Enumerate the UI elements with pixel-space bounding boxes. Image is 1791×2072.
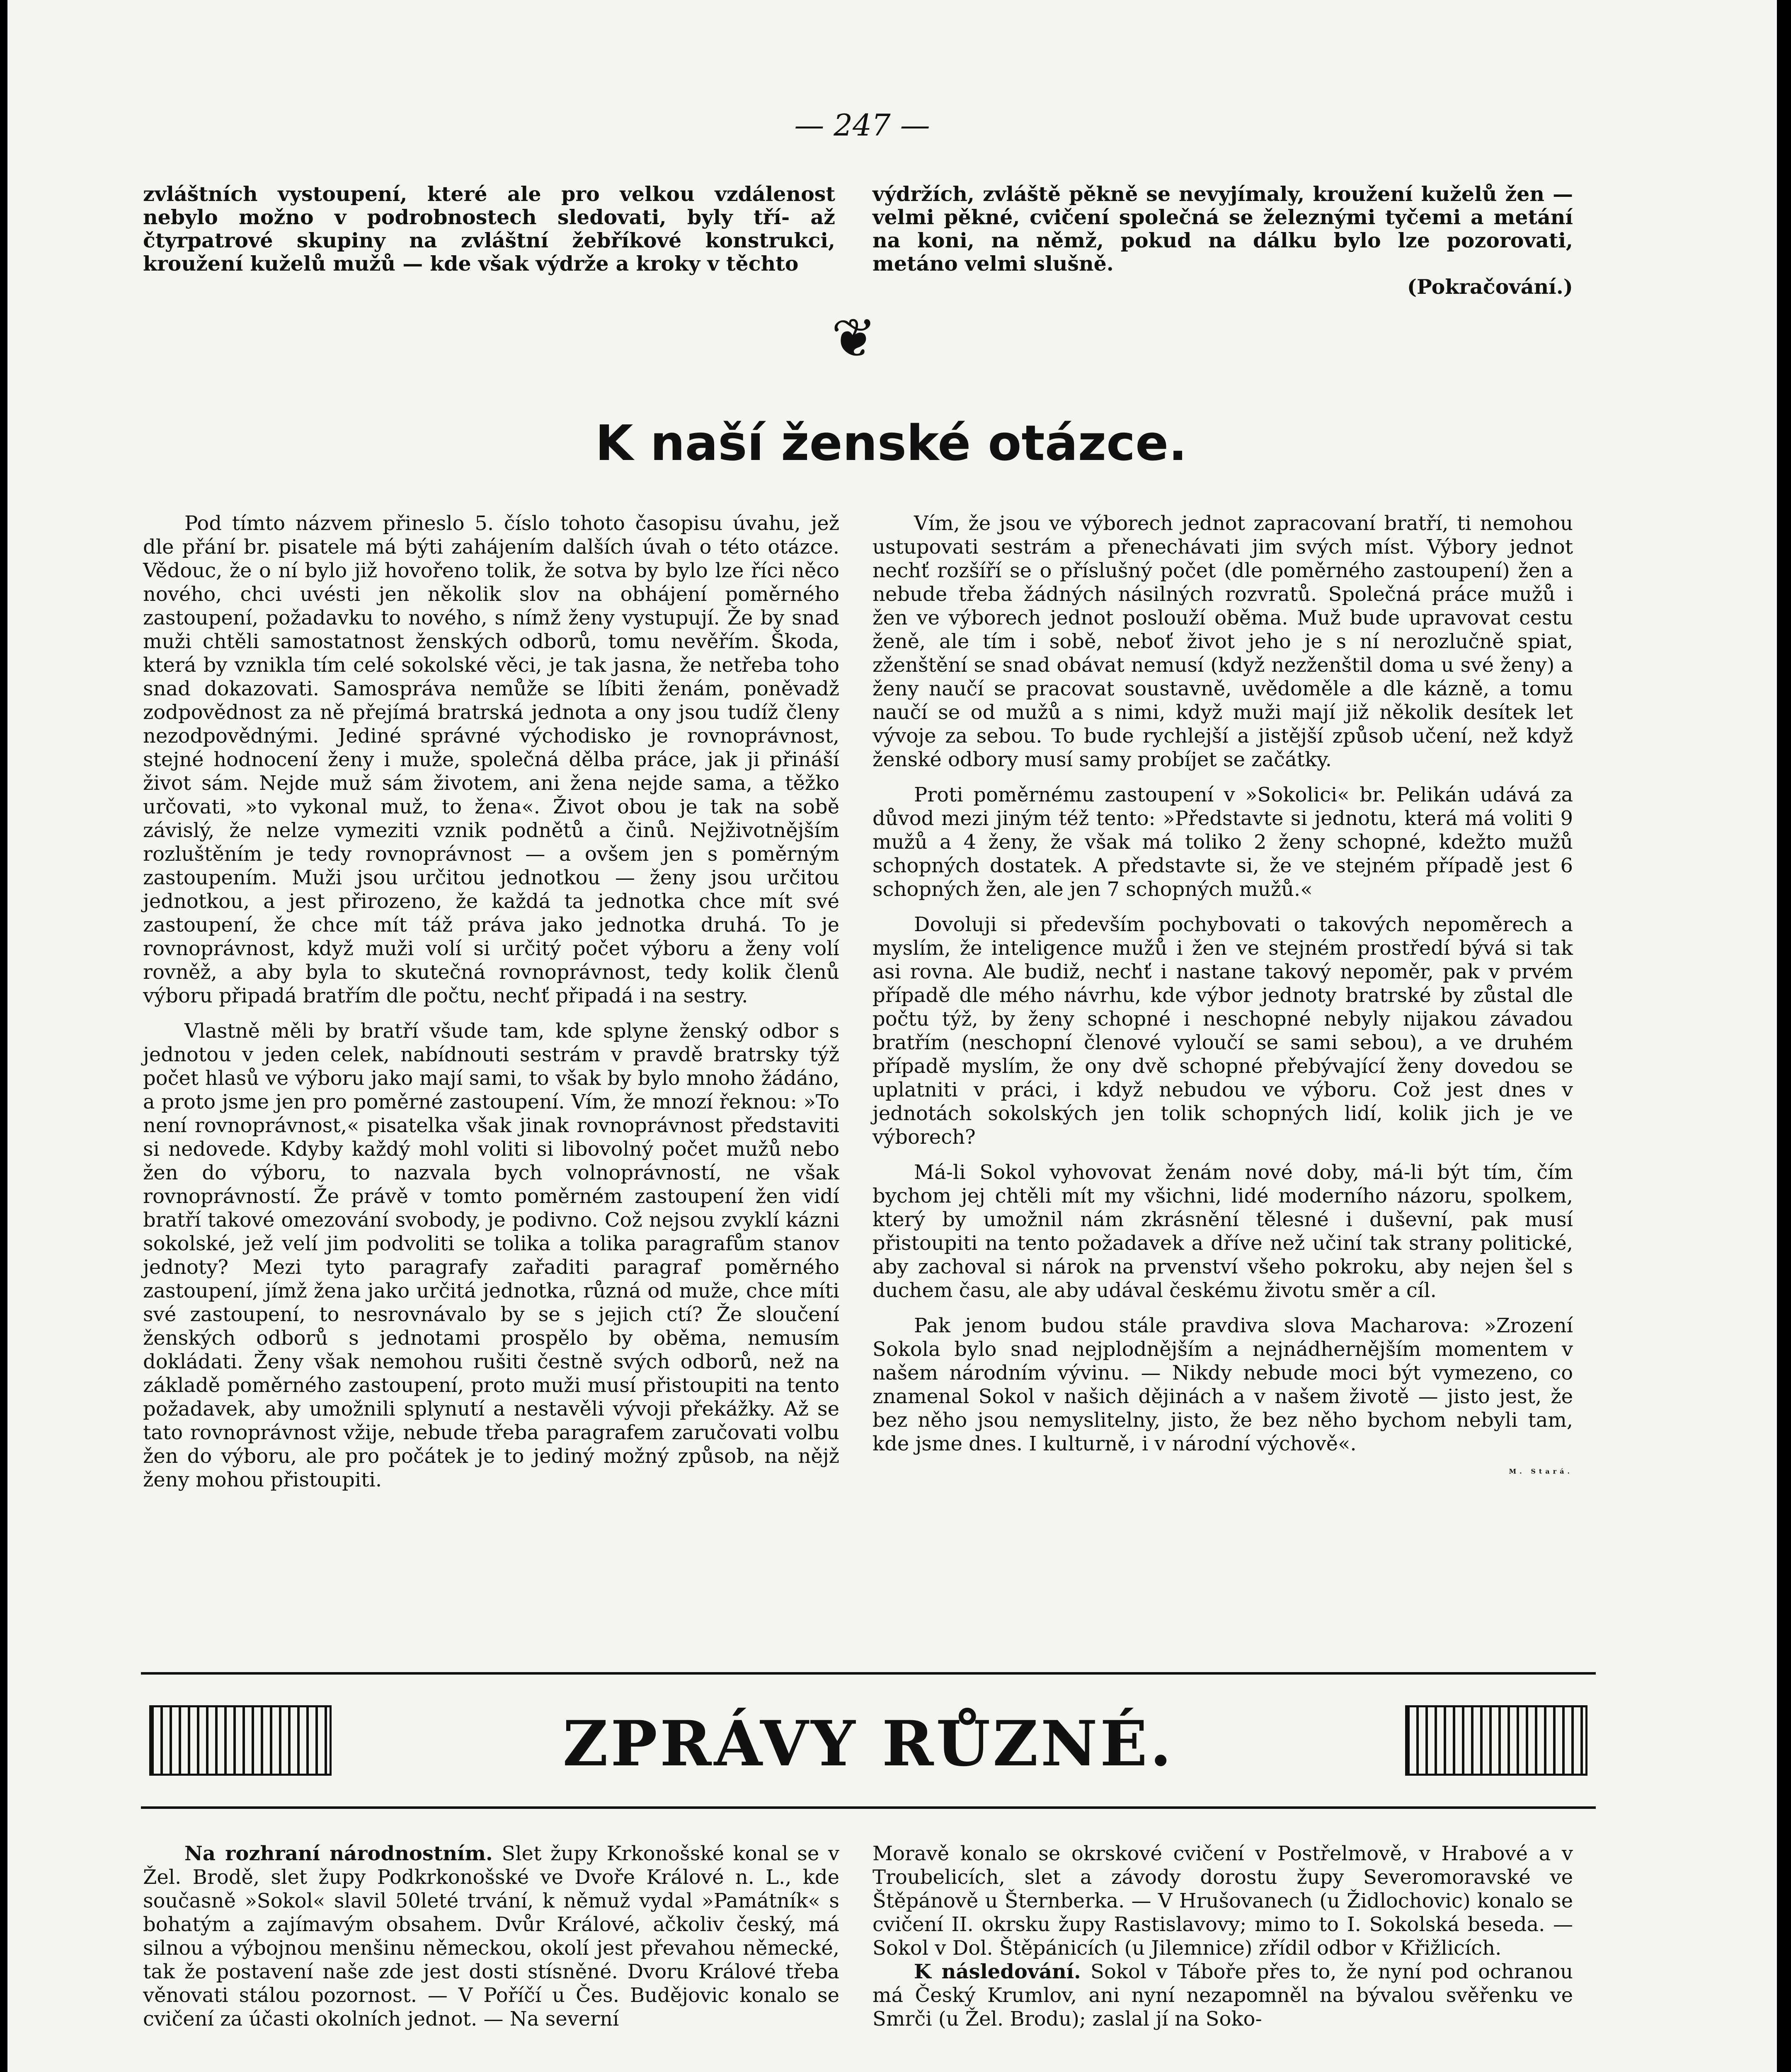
article-title: K naší ženské otázce.: [595, 414, 1187, 472]
news-text: Slet župy Krkonošské konal se v Žel. Brodě, slet župy Podkrkonošské ve Dvoře Králové n. L., kde současně »Sokol« slavil 50leté trvání, k němuž vydal »Památník« s bohatým a zajímavým obsahem. Dvůr Králové, ačkoliv český, má silnou a výbojnou menšinu německou, okolí jest převahou německé, tak že postavení naše zde jest dosti stísněné. Dvoru Králové třeba věnovati stálou pozornost. — V Poříčí u Čes. Budějovic konalo se cvičení za účasti okolních jednot. — Na severní: [143, 1842, 839, 2031]
news-lead: Na rozhraní národnostním.: [184, 1842, 493, 1865]
continued-text-right: [872, 182, 1573, 298]
section-title: ZPRÁVY RŮZNÉ.: [562, 1707, 1174, 1780]
news-column-left: [143, 1842, 839, 2043]
news-text: Moravě konalo se okrskové cvičení v Postřelmově, v Hrabové a v Troubelicích, slet a závody dorostu župy Severomoravské ve Štěpánově u Šternberka. — V Hrušovanech (u Židlochovic) konalo se cvičení II. okrsku župy Rastislavovy; mimo to I. Sokolská beseda. — Sokol v Dol. Štěpánicích (u Jilemnice) zřídil odbor v Křižlicích.: [872, 1842, 1573, 1960]
page-number: — 247 —: [794, 108, 930, 143]
continued-text-right-body: výdržích, zvláště pěkně se nevyjímaly, kroužení kuželů žen — velmi pěkné, cvičení společná se železnými tyčemi a metání na koni, na němž, pokud na dálku bylo lze pozorovati, metáno velmi slušně.: [872, 182, 1573, 276]
banner-ornament-right: [1405, 1705, 1587, 1776]
article-paragraph: Dovoluji si především pochybovati o takových nepoměrech a myslím, že inteligence mužů i žen ve stejném prostředí bývá si tak asi rovna. Ale budiž, nechť i nastane takový nepoměr, pak v prvém případě dle mého návrhu, kde výbor jednoty bratrské by zůstal dle počtu týž, by ženy schopné i neschopné nebyly nijakou závadou bratřím (neschopní členové vyloučí se sami sebou), a ve druhém případě myslím, že ony dvě schopné přebývající ženy dovedou se uplatniti v práci, i když nebudou ve výboru. Což jest dnes v jednotách sokolských jen tolik schopných lidí, kolik jich je ve výborech?: [872, 913, 1573, 1149]
article-author: M. Stará.: [1509, 1467, 1573, 1475]
article-column-left: [143, 512, 839, 1503]
news-column-right: [872, 1842, 1573, 2043]
article-paragraph: Proti poměrnému zastoupení v »Sokolici« br. Pelikán udává za důvod mezi jiným též tento: »Představte si jednotu, která má voliti 9 mužů a 4 ženy, že však má toliko 2 ženy schopné, kdežto mužů schopných dostatek. A představte si, že ve stejném případě jest 6 schopných žen, ale jen 7 schopných mužů.«: [872, 783, 1573, 901]
article-paragraph: Pak jenom budou stále pravdiva slova Macharova: »Zrození Sokola bylo snad nejplodnějším a nejnádhernějším momentem v našem národním vývinu. — Nikdy nebude moci být vymezeno, co znamenal Sokol v našich dějinách a v našem životě — jisto jest, že bez něho jsou nemyslitelny, jisto, že bez něho bychom nebyli tam, kde jsme dnes. I kulturně, i v národní výchově«.: [872, 1314, 1573, 1455]
news-text: Sokol v Táboře přes to, že nyní pod ochranou má Český Krumlov, ani nyní nezapomněl na bývalou svěřenku ve Smrči (u Žel. Brodu); zaslal jí na Soko-: [872, 1960, 1573, 2031]
article-column-right: [872, 512, 1573, 1475]
news-item: [143, 1842, 839, 2031]
news-item: [872, 1960, 1573, 2031]
article-paragraph: Má-li Sokol vyhovovat ženám nové doby, má-li být tím, čím bychom jej chtěli mít my všichni, lidé moderního názoru, spolkem, který by umožnil nám zkrásnění tělesné i duševní, pak musí přistoupiti na tento požadavek a dříve než učiní tak strany politické, aby zachoval si nárok na prvenství všeho pokroku, aby nejen šel s duchem času, ale aby udával českému životu směr a cíl.: [872, 1161, 1573, 1302]
section-ornament: ❦: [831, 307, 877, 370]
news-lead: K následování.: [914, 1960, 1081, 1983]
continuation-note: (Pokračování.): [1407, 275, 1573, 299]
banner-ornament-left: [149, 1705, 332, 1776]
continued-text-left: zvláštních vystoupení, které ale pro velkou vzdálenost nebylo možno v podrobnostech sledovati, byly tří- až čtyrpatrové skupiny na zvláštní žebříkové konstrukci, kroužení kuželů mužů — kde však výdrže a kroky v těchto: [143, 182, 835, 276]
article-paragraph: Vím, že jsou ve výborech jednot zapracovaní bratří, ti nemohou ustupovati sestrám a přenechávati jim svých míst. Výbory jednot nechť rozšíří se o příslušný počet (dle poměrného zastoupení) žen a nebude třeba žádných násilných rozvratů. Společná práce mužů i žen ve výborech jednot poslouží oběma. Muž bude upravovat cestu ženě, ale tím i sobě, neboť život jeho je s ní nerozlučně spiat, zženštění se snad obávat nemusí (když nezženštil doma u své ženy) a ženy naučí se pracovat soustavně, uvědoměle a dle kázně, a tomu naučí se od mužů a s nimi, když muži mají již několik desítek let vývoje za sebou. To bude rychlejší a jistější způsob učení, než když ženské odbory musí samy probíjet se začátky.: [872, 512, 1573, 771]
section-banner: [141, 1672, 1596, 1809]
article-paragraph: Vlastně měli by bratří všude tam, kde splyne ženský odbor s jednotou v jeden celek, nabídnouti sestrám v pravdě bratrsky týž počet hlasů ve výboru jako mají sami, to však by bylo mnoho žádáno, a proto jsme jen pro poměrné zastoupení. Vím, že mnozí řeknou: »To není rovnoprávnost,« pisatelka však jinak rovnoprávnost představiti si nedovede. Kdyby každý mohl voliti si libovolný počet mužů nebo žen do výboru, to nazvala bych volnoprávností, ne však rovnoprávností. Že právě v tomto poměrném zastoupení žen vidí bratří takové omezování svobody, je podivno. Což nejsou zvyklí kázni sokolské, jež velí jim podvoliti se tolika a tolika paragrafům stanov jednoty? Mezi tyto paragrafy zařaditi paragraf poměrného zastoupení, jímž žena jako určitá jednotka, různá od muže, chce míti své zastoupení, to nesrovnávalo by se s jejich ctí? Že sloučení ženských odborů s jednotami prospělo by oběma, nemusím dokládati. Ženy však nemohou rušiti čestně svých odborů, než na základě poměrného zastoupení, proto muži musí přistoupiti na tento požadavek, aby umožnili splynutí a nestavěli vývoji překážky. Až se tato rovnoprávnost vžije, nebude třeba paragrafem zaručovati volbu žen do výboru, ale pro počátek je to jediný možný způsob, na nějž ženy mohou přistoupiti.: [143, 1019, 839, 1491]
article-paragraph: Pod tímto názvem přineslo 5. číslo tohoto časopisu úvahu, jež dle přání br. pisatele má býti zahájením dalších úvah o této otázce. Vědouc, že o ní bylo již hovořeno tolik, že sotva by bylo lze říci něco nového, chci uvésti jen několik slov na obhájení poměrného zastoupení, požadavku to nového, s nímž ženy vystupují. Že by snad muži chtěli samostatnost ženských odborů, tomu nevěřím. Škoda, která by vznikla tím celé sokolské věci, je tak jasna, že netřeba toho snad dokazovati. Samospráva nemůže se líbiti ženám, poněvadž zodpovědnost za ně přejímá bratrská jednota a ony jsou tudíž členy nezodpovědnými. Jediné správné východisko je rovnoprávnost, stejné hodnocení ženy i muže, společná dělba práce, jak ji přináší život sám. Nejde muž sám životem, ani žena nejde sama, a těžko určovati, »to vykonal muž, to žena«. Život obou je tak na sobě závislý, že nelze vymeziti vznik podnětů a činů. Nejživotnějším rozluštěním je tedy rovnoprávnost — a ovšem jen s poměrným zastoupením. Muži jsou určitou jednotkou — ženy jsou určitou jednotkou, a jest přirozeno, že každá ta jednotka chce mít své zastoupení, že chce mít táž práva jako jednotka druhá. To je rovnoprávnost, když muži volí si určitý počet výboru a ženy volí rovněž, a aby byla to skutečná rovnoprávnost, tedy kolik členů výboru připadá bratřím dle počtu, nechť připadá i na sestry.: [143, 512, 839, 1007]
